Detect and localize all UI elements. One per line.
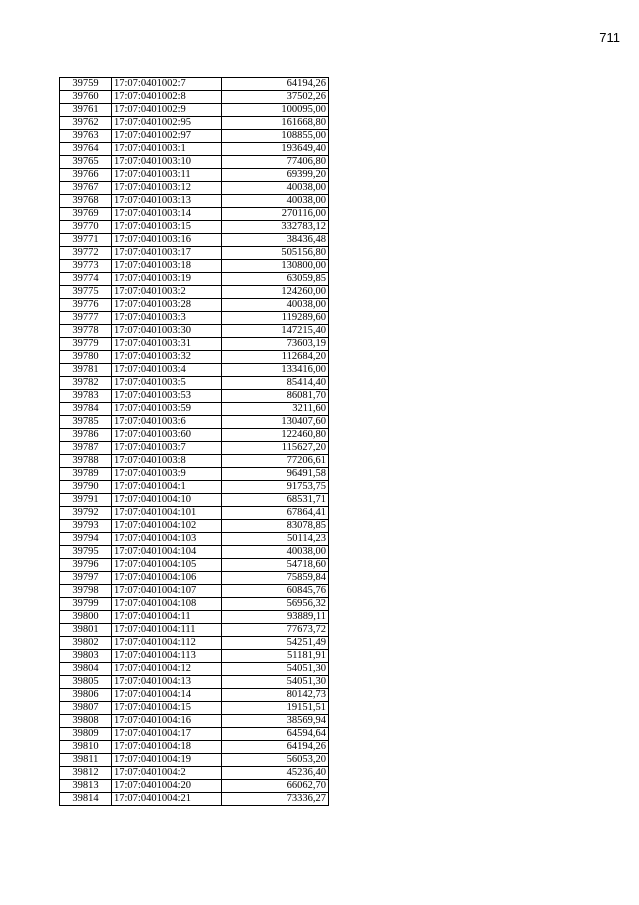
amount-cell: 77206,61 — [222, 455, 329, 468]
row-number-cell: 39761 — [60, 104, 112, 117]
table-row — [60, 416, 329, 429]
cadastral-number-cell: 17:07:0401002:9 — [112, 104, 222, 117]
row-number-cell: 39768 — [60, 195, 112, 208]
cadastral-number-cell: 17:07:0401004:101 — [112, 507, 222, 520]
cadastral-number-cell: 17:07:0401004:2 — [112, 767, 222, 780]
cadastral-number-cell: 17:07:0401004:12 — [112, 663, 222, 676]
cadastral-number-cell: 17:07:0401003:59 — [112, 403, 222, 416]
row-number-cell: 39774 — [60, 273, 112, 286]
table-body — [60, 78, 329, 806]
row-number-cell: 39772 — [60, 247, 112, 260]
amount-cell: 75859,84 — [222, 572, 329, 585]
row-number-cell: 39809 — [60, 728, 112, 741]
table-row — [60, 169, 329, 182]
row-number-cell: 39780 — [60, 351, 112, 364]
cadastral-number-cell: 17:07:0401004:102 — [112, 520, 222, 533]
row-number-cell: 39791 — [60, 494, 112, 507]
row-number-cell: 39765 — [60, 156, 112, 169]
cadastral-number-cell: 17:07:0401004:10 — [112, 494, 222, 507]
table-row — [60, 377, 329, 390]
table-row — [60, 403, 329, 416]
amount-cell: 51181,91 — [222, 650, 329, 663]
table-row — [60, 481, 329, 494]
table-row — [60, 299, 329, 312]
cadastral-number-cell: 17:07:0401003:12 — [112, 182, 222, 195]
amount-cell: 85414,40 — [222, 377, 329, 390]
table-row — [60, 273, 329, 286]
amount-cell: 38569,94 — [222, 715, 329, 728]
table-row — [60, 546, 329, 559]
table-row — [60, 559, 329, 572]
row-number-cell: 39794 — [60, 533, 112, 546]
cadastral-number-cell: 17:07:0401003:32 — [112, 351, 222, 364]
table-row — [60, 611, 329, 624]
table-row — [60, 312, 329, 325]
amount-cell: 63059,85 — [222, 273, 329, 286]
cadastral-number-cell: 17:07:0401004:21 — [112, 793, 222, 806]
amount-cell: 73603,19 — [222, 338, 329, 351]
table-row — [60, 520, 329, 533]
row-number-cell: 39788 — [60, 455, 112, 468]
amount-cell: 130407,60 — [222, 416, 329, 429]
amount-cell: 19151,51 — [222, 702, 329, 715]
amount-cell: 86081,70 — [222, 390, 329, 403]
amount-cell: 108855,00 — [222, 130, 329, 143]
table-row — [60, 676, 329, 689]
amount-cell: 505156,80 — [222, 247, 329, 260]
table-row — [60, 442, 329, 455]
row-number-cell: 39777 — [60, 312, 112, 325]
table-row — [60, 468, 329, 481]
amount-cell: 124260,00 — [222, 286, 329, 299]
table-row — [60, 728, 329, 741]
row-number-cell: 39783 — [60, 390, 112, 403]
table-row — [60, 715, 329, 728]
row-number-cell: 39766 — [60, 169, 112, 182]
row-number-cell: 39773 — [60, 260, 112, 273]
table-row — [60, 689, 329, 702]
amount-cell: 3211,60 — [222, 403, 329, 416]
amount-cell: 37502,26 — [222, 91, 329, 104]
cadastral-number-cell: 17:07:0401004:111 — [112, 624, 222, 637]
cadastral-number-cell: 17:07:0401003:14 — [112, 208, 222, 221]
row-number-cell: 39786 — [60, 429, 112, 442]
table-row — [60, 572, 329, 585]
table-row — [60, 195, 329, 208]
cadastral-number-cell: 17:07:0401003:18 — [112, 260, 222, 273]
amount-cell: 67864,41 — [222, 507, 329, 520]
table-row — [60, 143, 329, 156]
cadastral-number-cell: 17:07:0401004:18 — [112, 741, 222, 754]
row-number-cell: 39797 — [60, 572, 112, 585]
table-row — [60, 247, 329, 260]
row-number-cell: 39796 — [60, 559, 112, 572]
row-number-cell: 39775 — [60, 286, 112, 299]
cadastral-number-cell: 17:07:0401003:19 — [112, 273, 222, 286]
table-row — [60, 780, 329, 793]
row-number-cell: 39764 — [60, 143, 112, 156]
table-row — [60, 702, 329, 715]
table-row — [60, 338, 329, 351]
cadastral-number-cell: 17:07:0401003:16 — [112, 234, 222, 247]
amount-cell: 40038,00 — [222, 182, 329, 195]
amount-cell: 56053,20 — [222, 754, 329, 767]
cadastral-number-cell: 17:07:0401003:7 — [112, 442, 222, 455]
table-row — [60, 754, 329, 767]
cadastral-number-cell: 17:07:0401004:16 — [112, 715, 222, 728]
amount-cell: 40038,00 — [222, 299, 329, 312]
row-number-cell: 39798 — [60, 585, 112, 598]
row-number-cell: 39792 — [60, 507, 112, 520]
table-row — [60, 117, 329, 130]
row-number-cell: 39802 — [60, 637, 112, 650]
cadastral-table — [59, 77, 329, 806]
amount-cell: 193649,40 — [222, 143, 329, 156]
table-row — [60, 130, 329, 143]
row-number-cell: 39790 — [60, 481, 112, 494]
amount-cell: 83078,85 — [222, 520, 329, 533]
amount-cell: 93889,11 — [222, 611, 329, 624]
row-number-cell: 39789 — [60, 468, 112, 481]
amount-cell: 91753,75 — [222, 481, 329, 494]
row-number-cell: 39776 — [60, 299, 112, 312]
cadastral-number-cell: 17:07:0401004:113 — [112, 650, 222, 663]
amount-cell: 50114,23 — [222, 533, 329, 546]
row-number-cell: 39808 — [60, 715, 112, 728]
row-number-cell: 39810 — [60, 741, 112, 754]
cadastral-number-cell: 17:07:0401004:14 — [112, 689, 222, 702]
table-row — [60, 78, 329, 91]
row-number-cell: 39762 — [60, 117, 112, 130]
amount-cell: 66062,70 — [222, 780, 329, 793]
amount-cell: 147215,40 — [222, 325, 329, 338]
row-number-cell: 39804 — [60, 663, 112, 676]
amount-cell: 96491,58 — [222, 468, 329, 481]
amount-cell: 133416,00 — [222, 364, 329, 377]
table-row — [60, 637, 329, 650]
row-number-cell: 39799 — [60, 598, 112, 611]
cadastral-number-cell: 17:07:0401004:15 — [112, 702, 222, 715]
amount-cell: 119289,60 — [222, 312, 329, 325]
table-row — [60, 221, 329, 234]
cadastral-number-cell: 17:07:0401003:60 — [112, 429, 222, 442]
table-row — [60, 182, 329, 195]
row-number-cell: 39814 — [60, 793, 112, 806]
table-row — [60, 156, 329, 169]
row-number-cell: 39813 — [60, 780, 112, 793]
row-number-cell: 39782 — [60, 377, 112, 390]
cadastral-number-cell: 17:07:0401003:8 — [112, 455, 222, 468]
row-number-cell: 39760 — [60, 91, 112, 104]
amount-cell: 161668,80 — [222, 117, 329, 130]
cadastral-number-cell: 17:07:0401003:6 — [112, 416, 222, 429]
row-number-cell: 39767 — [60, 182, 112, 195]
row-number-cell: 39784 — [60, 403, 112, 416]
table-row — [60, 286, 329, 299]
amount-cell: 54051,30 — [222, 676, 329, 689]
cadastral-number-cell: 17:07:0401004:103 — [112, 533, 222, 546]
cadastral-number-cell: 17:07:0401003:10 — [112, 156, 222, 169]
cadastral-number-cell: 17:07:0401003:1 — [112, 143, 222, 156]
amount-cell: 69399,20 — [222, 169, 329, 182]
table-row — [60, 429, 329, 442]
page-number: 711 — [599, 30, 620, 45]
cadastral-number-cell: 17:07:0401004:13 — [112, 676, 222, 689]
amount-cell: 68531,71 — [222, 494, 329, 507]
cadastral-number-cell: 17:07:0401004:112 — [112, 637, 222, 650]
table-row — [60, 533, 329, 546]
row-number-cell: 39778 — [60, 325, 112, 338]
row-number-cell: 39807 — [60, 702, 112, 715]
table-row — [60, 663, 329, 676]
table-row — [60, 650, 329, 663]
table-row — [60, 390, 329, 403]
table-row — [60, 234, 329, 247]
row-number-cell: 39805 — [60, 676, 112, 689]
amount-cell: 270116,00 — [222, 208, 329, 221]
table-row — [60, 260, 329, 273]
cadastral-number-cell: 17:07:0401003:3 — [112, 312, 222, 325]
table-row — [60, 624, 329, 637]
table-row — [60, 364, 329, 377]
row-number-cell: 39793 — [60, 520, 112, 533]
cadastral-number-cell: 17:07:0401004:105 — [112, 559, 222, 572]
cadastral-number-cell: 17:07:0401004:106 — [112, 572, 222, 585]
cadastral-number-cell: 17:07:0401002:7 — [112, 78, 222, 91]
amount-cell: 80142,73 — [222, 689, 329, 702]
cadastral-number-cell: 17:07:0401003:4 — [112, 364, 222, 377]
amount-cell: 45236,40 — [222, 767, 329, 780]
amount-cell: 77673,72 — [222, 624, 329, 637]
cadastral-number-cell: 17:07:0401003:11 — [112, 169, 222, 182]
cadastral-number-cell: 17:07:0401002:95 — [112, 117, 222, 130]
cadastral-number-cell: 17:07:0401003:2 — [112, 286, 222, 299]
cadastral-number-cell: 17:07:0401002:97 — [112, 130, 222, 143]
row-number-cell: 39763 — [60, 130, 112, 143]
row-number-cell: 39800 — [60, 611, 112, 624]
table-row — [60, 585, 329, 598]
amount-cell: 64594,64 — [222, 728, 329, 741]
table-row — [60, 455, 329, 468]
row-number-cell: 39806 — [60, 689, 112, 702]
amount-cell: 38436,48 — [222, 234, 329, 247]
cadastral-number-cell: 17:07:0401004:1 — [112, 481, 222, 494]
amount-cell: 112684,20 — [222, 351, 329, 364]
amount-cell: 54718,60 — [222, 559, 329, 572]
row-number-cell: 39787 — [60, 442, 112, 455]
amount-cell: 40038,00 — [222, 546, 329, 559]
table-row — [60, 598, 329, 611]
row-number-cell: 39781 — [60, 364, 112, 377]
amount-cell: 54051,30 — [222, 663, 329, 676]
amount-cell: 73336,27 — [222, 793, 329, 806]
cadastral-number-cell: 17:07:0401003:13 — [112, 195, 222, 208]
cadastral-number-cell: 17:07:0401003:9 — [112, 468, 222, 481]
cadastral-number-cell: 17:07:0401004:20 — [112, 780, 222, 793]
table-row — [60, 208, 329, 221]
cadastral-number-cell: 17:07:0401004:19 — [112, 754, 222, 767]
cadastral-number-cell: 17:07:0401004:104 — [112, 546, 222, 559]
cadastral-number-cell: 17:07:0401003:28 — [112, 299, 222, 312]
amount-cell: 100095,00 — [222, 104, 329, 117]
table-row — [60, 351, 329, 364]
amount-cell: 64194,26 — [222, 78, 329, 91]
amount-cell: 332783,12 — [222, 221, 329, 234]
row-number-cell: 39801 — [60, 624, 112, 637]
table-row — [60, 325, 329, 338]
row-number-cell: 39812 — [60, 767, 112, 780]
table-row — [60, 104, 329, 117]
cadastral-number-cell: 17:07:0401004:107 — [112, 585, 222, 598]
row-number-cell: 39769 — [60, 208, 112, 221]
table-row — [60, 741, 329, 754]
row-number-cell: 39779 — [60, 338, 112, 351]
cadastral-number-cell: 17:07:0401004:11 — [112, 611, 222, 624]
cadastral-number-cell: 17:07:0401003:5 — [112, 377, 222, 390]
amount-cell: 40038,00 — [222, 195, 329, 208]
amount-cell: 115627,20 — [222, 442, 329, 455]
cadastral-number-cell: 17:07:0401003:30 — [112, 325, 222, 338]
row-number-cell: 39803 — [60, 650, 112, 663]
row-number-cell: 39785 — [60, 416, 112, 429]
amount-cell: 54251,49 — [222, 637, 329, 650]
table-row — [60, 91, 329, 104]
table-row — [60, 767, 329, 780]
cadastral-number-cell: 17:07:0401003:31 — [112, 338, 222, 351]
row-number-cell: 39771 — [60, 234, 112, 247]
table-row — [60, 507, 329, 520]
row-number-cell: 39795 — [60, 546, 112, 559]
amount-cell: 77406,80 — [222, 156, 329, 169]
amount-cell: 64194,26 — [222, 741, 329, 754]
amount-cell: 122460,80 — [222, 429, 329, 442]
amount-cell: 56956,32 — [222, 598, 329, 611]
cadastral-number-cell: 17:07:0401002:8 — [112, 91, 222, 104]
cadastral-number-cell: 17:07:0401003:15 — [112, 221, 222, 234]
amount-cell: 130800,00 — [222, 260, 329, 273]
table-row — [60, 494, 329, 507]
cadastral-number-cell: 17:07:0401004:17 — [112, 728, 222, 741]
cadastral-number-cell: 17:07:0401004:108 — [112, 598, 222, 611]
amount-cell: 60845,76 — [222, 585, 329, 598]
row-number-cell: 39759 — [60, 78, 112, 91]
cadastral-number-cell: 17:07:0401003:53 — [112, 390, 222, 403]
table-row — [60, 793, 329, 806]
cadastral-number-cell: 17:07:0401003:17 — [112, 247, 222, 260]
row-number-cell: 39811 — [60, 754, 112, 767]
row-number-cell: 39770 — [60, 221, 112, 234]
